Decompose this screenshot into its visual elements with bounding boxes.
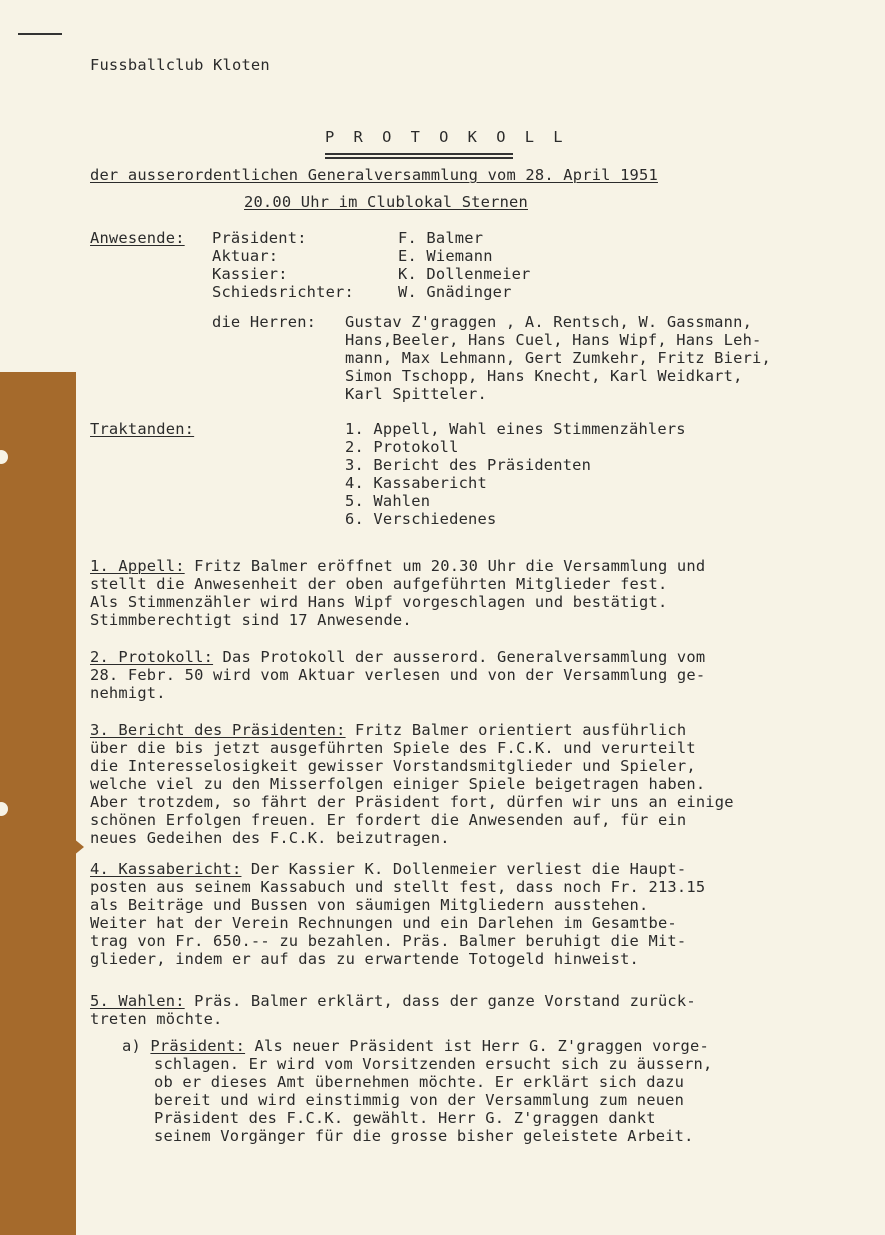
agenda-item: 6. Verschiedenes [345, 510, 497, 528]
officer-role: Kassier: [212, 265, 288, 283]
section-text: Als neuer Präsident ist Herr G. Z'graggen vorge- [245, 1037, 709, 1055]
section-text: trag von Fr. 650.-- zu bezahlen. Präs. Balmer beruhigt die Mit- [90, 932, 687, 950]
agenda-item: 5. Wahlen [345, 492, 431, 510]
attendees-label: Anwesende: [90, 229, 185, 247]
punch-hole [0, 450, 8, 464]
section-text: ob er dieses Amt übernehmen möchte. Er erklärt sich dazu [154, 1073, 685, 1091]
section-text: Das Protokoll der ausserord. Generalversammlung vom [213, 648, 706, 666]
section-text: seinem Vorgänger für die grosse bisher geleistete Arbeit. [154, 1127, 694, 1145]
officer-role: Aktuar: [212, 247, 279, 265]
officer-role: Präsident: [212, 229, 307, 247]
members-line: Gustav Z'graggen , A. Rentsch, W. Gassmann, [345, 313, 753, 331]
agenda-item: 1. Appell, Wahl eines Stimmenzählers [345, 420, 686, 438]
section-heading: Präsident: [150, 1037, 246, 1055]
section-text: Als Stimmenzähler wird Hans Wipf vorgeschlagen und bestätigt. [90, 593, 668, 611]
section-text: 28. Febr. 50 wird vom Aktuar verlesen und von der Versammlung ge- [90, 666, 706, 684]
folder-tab-notch [73, 838, 84, 856]
officer-name: F. Balmer [398, 229, 484, 247]
officer-name: W. Gnädinger [398, 283, 512, 301]
section-heading: 4. Kassabericht: [90, 860, 242, 878]
section-text: schönen Erfolgen freuen. Er fordert die Anwesenden auf, für ein [90, 811, 687, 829]
section-text: Fritz Balmer eröffnet um 20.30 Uhr die Versammlung und [184, 557, 706, 575]
officer-name: E. Wiemann [398, 247, 493, 265]
section-text: als Beiträge und Bussen von säumigen Mitgliedern ausstehen. [90, 896, 649, 914]
section-wahlen [90, 992, 696, 1010]
agenda-item: 3. Bericht des Präsidenten [345, 456, 592, 474]
section-text: über die bis jetzt ausgeführten Spiele des F.C.K. und verurteilt [90, 739, 696, 757]
agenda-label: Traktanden: [90, 420, 195, 438]
section-heading: 5. Wahlen: [90, 992, 185, 1010]
section-text: glieder, indem er auf das zu erwartende Totogeld hinweist. [90, 950, 640, 968]
club-name: Fussballclub Kloten [90, 56, 270, 74]
section-heading: 3. Bericht des Präsidenten: [90, 721, 346, 739]
section-text: stellt die Anwesenheit der oben aufgeführten Mitglieder fest. [90, 575, 668, 593]
section-text: die Interesselosigkeit gewisser Vorstandsmitglieder und Spieler, [90, 757, 696, 775]
section-text: schlagen. Er wird vom Vorsitzenden ersucht sich zu äussern, [154, 1055, 713, 1073]
officer-role: Schiedsrichter: [212, 283, 354, 301]
agenda-item: 4. Kassabericht [345, 474, 487, 492]
subtitle-meeting: der ausserordentlichen Generalversammlung vom 28. April 1951 [90, 166, 658, 184]
list-marker: a) [122, 1037, 151, 1055]
section-text: Stimmberechtigt sind 17 Anwesende. [90, 611, 412, 629]
section-text: welche viel zu den Misserfolgen einiger Spiele beigetragen haben. [90, 775, 706, 793]
section-appell [90, 557, 705, 575]
section-text: posten aus seinem Kassabuch und stellt fest, dass noch Fr. 213.15 [90, 878, 706, 896]
members-label: die Herren: [212, 313, 317, 331]
document-title: P R O T O K O L L [325, 128, 568, 146]
section-text: nehmigt. [90, 684, 166, 702]
members-line: mann, Max Lehmann, Gert Zumkehr, Fritz Bieri, [345, 349, 771, 367]
members-line: Simon Tschopp, Hans Knecht, Karl Weidkart, [345, 367, 743, 385]
folder-tab [0, 372, 76, 1235]
section-praesident [122, 1037, 709, 1055]
section-text: Weiter hat der Verein Rechnungen und ein Darlehen im Gesamtbe- [90, 914, 677, 932]
section-text: Aber trotzdem, so fährt der Präsident fort, dürfen wir uns an einige [90, 793, 734, 811]
section-protokoll [90, 648, 705, 666]
officer-name: K. Dollenmeier [398, 265, 531, 283]
section-bericht [90, 721, 686, 739]
section-heading: 2. Protokoll: [90, 648, 214, 666]
margin-mark [18, 33, 62, 35]
section-text: treten möchte. [90, 1010, 223, 1028]
subtitle-time-place: 20.00 Uhr im Clublokal Sternen [244, 193, 528, 211]
section-text: Fritz Balmer orientiert ausführlich [345, 721, 687, 739]
section-text: bereit und wird einstimmig von der Versammlung zum neuen [154, 1091, 685, 1109]
title-double-underline [325, 153, 513, 159]
members-line: Hans,Beeler, Hans Cuel, Hans Wipf, Hans Leh- [345, 331, 762, 349]
section-text: neues Gedeihen des F.C.K. beizutragen. [90, 829, 450, 847]
section-text: Der Kassier K. Dollenmeier verliest die Haupt- [241, 860, 687, 878]
section-heading: 1. Appell: [90, 557, 185, 575]
section-kassabericht [90, 860, 686, 878]
punch-hole [0, 802, 8, 816]
section-text: Präsident des F.C.K. gewählt. Herr G. Z'graggen dankt [154, 1109, 656, 1127]
agenda-item: 2. Protokoll [345, 438, 459, 456]
members-line: Karl Spitteler. [345, 385, 487, 403]
section-text: Präs. Balmer erklärt, dass der ganze Vorstand zurück- [184, 992, 696, 1010]
